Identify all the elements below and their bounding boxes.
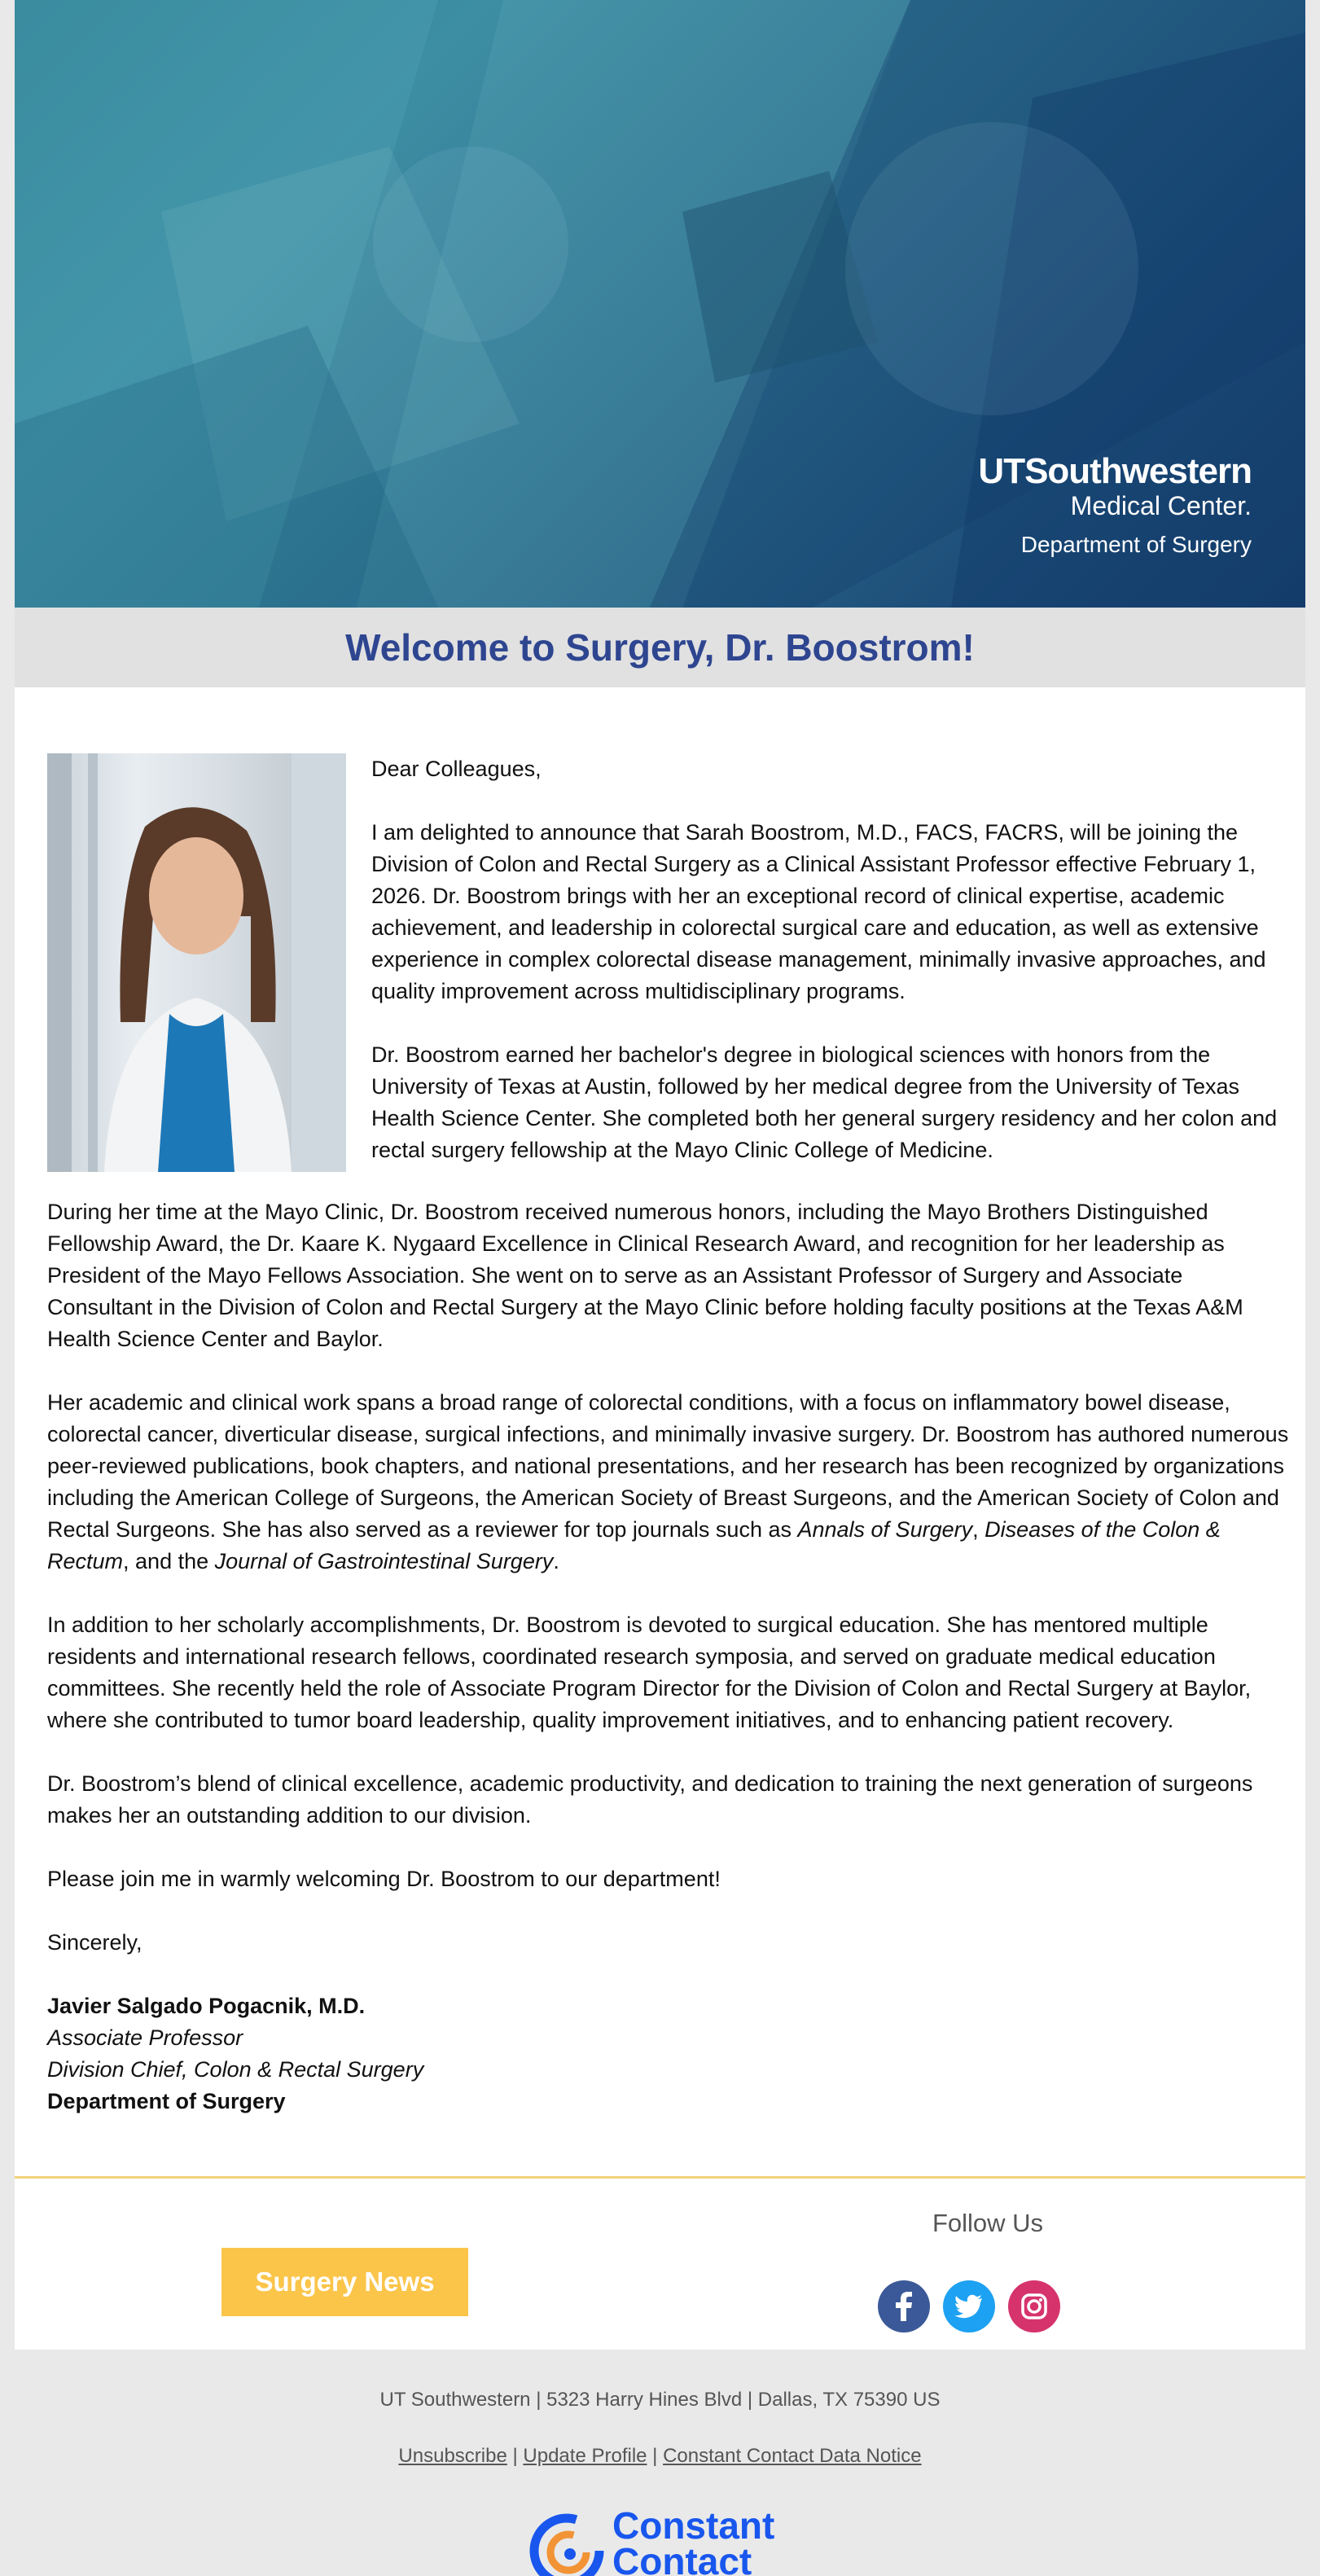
doctor-portrait	[47, 753, 346, 1172]
utsw-logo	[978, 453, 1252, 559]
twitter-icon[interactable]	[943, 2280, 995, 2332]
paragraph-2: Dr. Boostrom earned her bachelor's degree in biological sciences with honors from the University of Texas at Austin, followed by her medical degree from the University of Texas Health Science Center. She completed both her general surgery residency and her colon and rectal surgery fellowship at the Mayo Clinic College of Medicine.	[371, 1042, 1278, 1162]
constant-contact-swirl-icon	[528, 2508, 609, 2576]
journal-jgs: Journal of Gastrointestinal Surgery	[214, 1549, 554, 1573]
footer-address: UT Southwestern | 5323 Harry Hines Blvd | Dallas, TX 75390 US	[379, 2389, 941, 2411]
brand-subtitle: Medical Center.	[1070, 491, 1252, 520]
signature-block	[47, 1990, 1290, 2117]
brand-name: UTSouthwestern	[978, 451, 1252, 491]
welcome-band	[15, 608, 1305, 687]
signature-title-1: Associate Professor	[47, 2025, 243, 2050]
letter-body	[47, 753, 1290, 2117]
hero-banner	[15, 0, 1305, 608]
paragraph-4: Her academic and clinical work spans a broad range of colorectal conditions, with a focus on inflammatory bowel disease, colorectal cancer, diverticular disease, surgical infections, and minimally invasive surgery. Dr. Boostrom has authored numerous peer-reviewed publications, book chapters, and national presentations, and her research has been recognized by organizations including the American College of Surgeons, the American Society of Breast Surgeons, and the American Society of Colon and Rectal Surgeons. She has also served as a reviewer for top journals such as Annals of Surgery, Diseases of the Colon & Rectum, and the Journal of Gastrointestinal Surgery.	[47, 1390, 1289, 1573]
signature-department: Department of Surgery	[47, 2089, 286, 2113]
email-sheet	[15, 0, 1305, 2350]
divider	[15, 2176, 1305, 2179]
constant-contact-logo[interactable]	[528, 2505, 805, 2576]
update-profile-link[interactable]: Update Profile	[523, 2445, 647, 2467]
paragraph-6: Dr. Boostrom’s blend of clinical excellence, academic productivity, and dedication to training the next generation of surgeons makes her an outstanding addition to our division.	[47, 1771, 1253, 1828]
follow-us-label: Follow Us	[932, 2209, 1044, 2237]
signature-name: Javier Salgado Pogacnik, M.D.	[47, 1994, 366, 2018]
data-notice-link[interactable]: Constant Contact Data Notice	[663, 2445, 922, 2467]
paragraph-3: During her time at the Mayo Clinic, Dr. Boostrom received numerous honors, including the Mayo Brothers Distinguished Fellowship Award, the Dr. Kaare K. Nygaard Excellence in Clinical Research Award, and recognition for her leadership as President of the Mayo Fellows Association. She went on to serve as an Assistant Professor of Surgery and Associate Consultant in the Division of Colon and Rectal Surgery at the Mayo Clinic before holding faculty positions at the Texas A&M Health Science Center and Baylor.	[47, 1200, 1243, 1351]
unsubscribe-link[interactable]: Unsubscribe	[398, 2445, 507, 2467]
footer-links: Unsubscribe | Update Profile | Constant Contact Data Notice	[398, 2445, 922, 2467]
facebook-icon[interactable]	[878, 2280, 930, 2332]
brand-department: Department of Surgery	[1020, 532, 1252, 557]
surgery-news-button[interactable]: Surgery News	[221, 2248, 468, 2316]
paragraph-7: Please join me in warmly welcoming Dr. Boostrom to our department!	[47, 1867, 721, 1891]
greeting: Dear Colleagues,	[371, 757, 542, 781]
journal-annals: Annals of Surgery	[797, 1517, 973, 1542]
closing: Sincerely,	[47, 1930, 143, 1955]
logo-word-1: Constant	[612, 2505, 775, 2547]
paragraph-5: In addition to her scholarly accomplishments, Dr. Boostrom is devoted to surgical education. She has mentored multiple residents and international research fellows, coordinated research symposia, and served on graduate medical education committees. She recently held the role of Associate Program Director for the Division of Colon and Rectal Surgery at Baylor, where she contributed to tumor board leadership, quality improvement initiatives, and to enhancing patient recovery.	[47, 1613, 1252, 1732]
paragraph-1: I am delighted to announce that Sarah Boostrom, M.D., FACS, FACRS, will be joining the Division of Colon and Rectal Surgery as a Clinical Assistant Professor effective February 1, 2026. Dr. Boostrom brings with her an exceptional record of clinical expertise, academic achievement, and leadership in colorectal surgical care and education, as well as extensive experience in complex colorectal disease management, minimally invasive approaches, and quality improvement across multidisciplinary programs.	[371, 820, 1266, 1003]
instagram-icon[interactable]	[1008, 2280, 1060, 2332]
logo-word-2: Contact	[612, 2540, 752, 2576]
journal-dcr: Diseases of the Colon & Rectum	[47, 1517, 1221, 1573]
signature-title-2: Division Chief, Colon & Rectal Surgery	[47, 2057, 424, 2082]
page-title: Welcome to Surgery, Dr. Boostrom!	[345, 626, 975, 669]
